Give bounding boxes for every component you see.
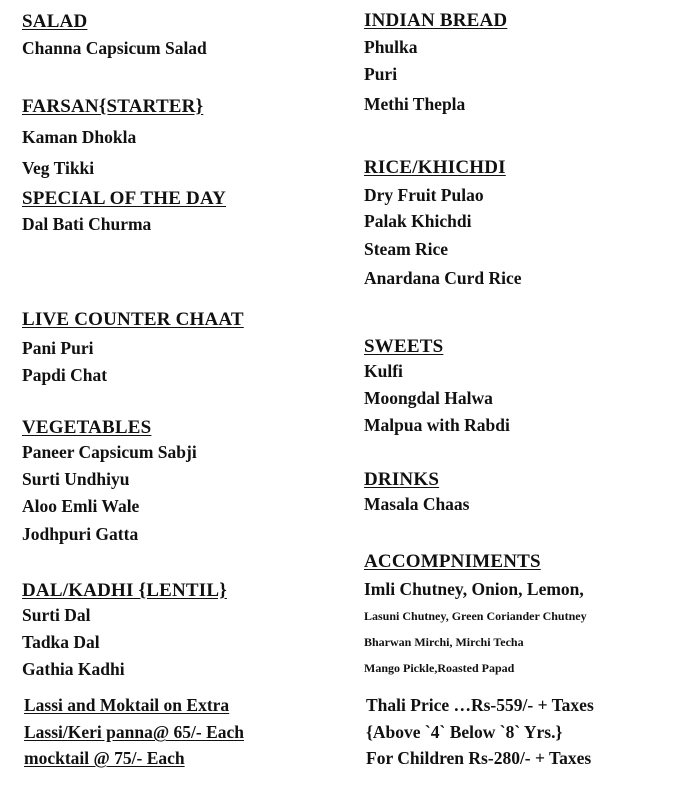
menu-item: Kulfi	[364, 361, 403, 381]
menu-item: Lasuni Chutney, Green Coriander Chutney	[364, 609, 587, 623]
extra-note-line: Lassi/Keri panna@ 65/- Each	[24, 722, 244, 742]
menu-item: Papdi Chat	[22, 365, 108, 385]
thali-price: Thali Price …Rs-559/- + Taxes	[366, 695, 594, 715]
menu-item: Pani Puri	[22, 338, 94, 358]
menu-item: Jodhpuri Gatta	[22, 524, 139, 544]
menu-item: Methi Thepla	[364, 94, 466, 114]
sweets-heading: SWEETS	[364, 336, 444, 357]
extra-note-line: mocktail @ 75/- Each	[24, 748, 185, 768]
menu-item: Masala Chaas	[364, 494, 470, 514]
vegetables-heading: VEGETABLES	[22, 417, 152, 438]
accompaniments-heading: ACCOMPNIMENTS	[364, 551, 541, 572]
menu-item: Imli Chutney, Onion, Lemon,	[364, 579, 584, 599]
menu-item: Surti Dal	[22, 605, 91, 625]
rice-heading: RICE/KHICHDI	[364, 157, 506, 178]
age-condition: {Above `4` Below `8` Yrs.}	[366, 722, 563, 742]
menu-item: Steam Rice	[364, 239, 449, 259]
menu-item: Tadka Dal	[22, 632, 100, 652]
menu-item: Anardana Curd Rice	[364, 268, 522, 288]
drinks-heading: DRINKS	[364, 469, 440, 490]
menu-item: Phulka	[364, 37, 418, 57]
menu-item: Surti Undhiyu	[22, 469, 130, 489]
menu-item: Paneer Capsicum Sabji	[22, 442, 197, 462]
bread-heading: INDIAN BREAD	[364, 10, 508, 31]
menu-item: Dry Fruit Pulao	[364, 185, 484, 205]
special-heading: SPECIAL OF THE DAY	[22, 188, 227, 209]
menu-item: Gathia Kadhi	[22, 659, 125, 679]
farsan-heading: FARSAN{STARTER}	[22, 96, 204, 117]
children-price: For Children Rs-280/- + Taxes	[366, 748, 592, 768]
menu-item: Kaman Dhokla	[22, 127, 137, 147]
menu-item: Palak Khichdi	[364, 211, 472, 231]
menu-item: Puri	[364, 64, 398, 84]
menu-item: Moongdal Halwa	[364, 388, 493, 408]
menu-item: Mango Pickle,Roasted Papad	[364, 661, 515, 675]
extra-note-line: Lassi and Moktail on Extra	[24, 695, 230, 715]
menu-item: Dal Bati Churma	[22, 214, 152, 234]
menu-item: Bharwan Mirchi, Mirchi Techa	[364, 635, 524, 649]
menu-item: Aloo Emli Wale	[22, 496, 140, 516]
menu-item: Malpua with Rabdi	[364, 415, 510, 435]
chaat-heading: LIVE COUNTER CHAAT	[22, 309, 244, 330]
menu-item: Veg Tikki	[22, 158, 95, 178]
menu-item: Channa Capsicum Salad	[22, 38, 207, 58]
salad-heading: SALAD	[22, 11, 88, 32]
dal-heading: DAL/KADHI {LENTIL}	[22, 580, 227, 601]
